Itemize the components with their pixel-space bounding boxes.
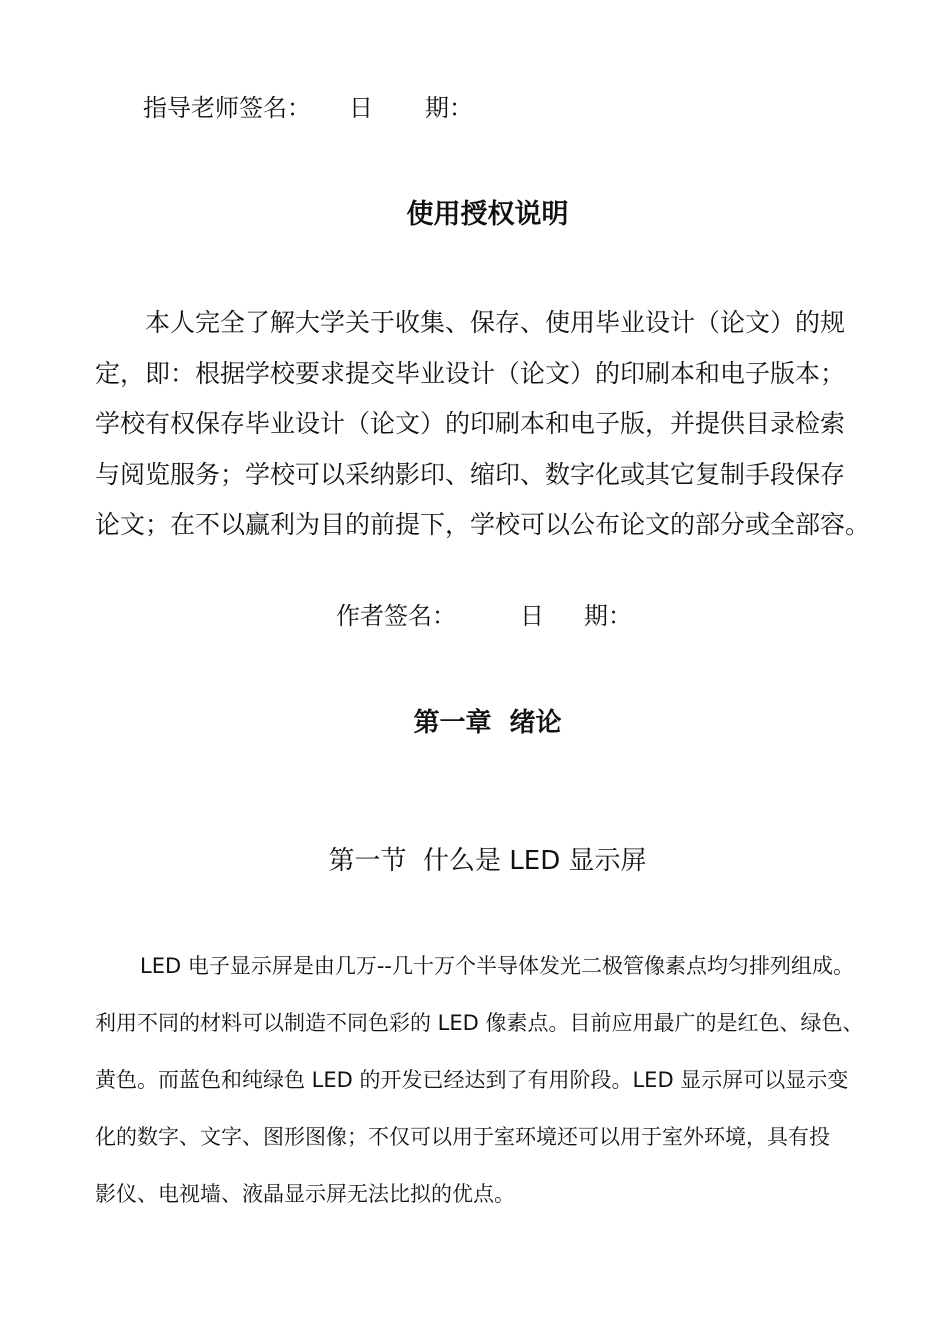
advisor-date-char-1: 日: [349, 94, 373, 122]
authorization-line: 与阅览服务；学校可以采纳影印、缩印、数字化或其它复制手段保存: [95, 459, 846, 489]
authorization-line: 本人完全了解大学关于收集、保存、使用毕业设计（论文）的规: [145, 308, 846, 337]
section-paragraph: [95, 938, 895, 1223]
chapter-title: 第一章 绪论: [413, 708, 562, 738]
authorization-title: 使用授权说明: [406, 199, 569, 230]
section-body-line: 利用不同的材料可以制造不同色彩的 LED 像素点。目前应用最广的是红色、绿色、: [95, 1011, 864, 1035]
advisor-signature-label: 指导老师签名：: [143, 94, 311, 122]
section-body-line: LED 电子显示屏是由几万--几十万个半导体发光二极管像素点均匀排列组成。: [140, 954, 854, 978]
advisor-date-char-2: 期：: [425, 94, 473, 122]
author-date-char-2: 期：: [584, 602, 632, 630]
author-signature-line: [336, 596, 632, 631]
advisor-signature-line: [143, 88, 473, 123]
authorization-line: 定，即：根据学校要求提交毕业设计（论文）的印刷本和电子版本；: [95, 358, 846, 388]
author-signature-label: 作者签名：: [336, 602, 456, 630]
section-title: 第一节 什么是 LED 显示屏: [328, 846, 647, 876]
authorization-line: 学校有权保存毕业设计（论文）的印刷本和电子版，并提供目录检索: [95, 409, 846, 438]
authorization-paragraph: [95, 298, 885, 551]
section-body-line: 黄色。而蓝色和纯绿色 LED 的开发已经达到了有用阶段。LED 显示屏可以显示变: [95, 1068, 849, 1092]
authorization-line: 论文；在不以赢利为目的前提下，学校可以公布论文的部分或全部容。: [95, 510, 871, 539]
section-body-line: 化的数字、文字、图形图像；不仅可以用于室环境还可以用于室外环境，具有投: [95, 1125, 830, 1149]
section-body-line: 影仪、电视墙、液晶显示屏无法比拟的优点。: [95, 1182, 515, 1206]
author-date-char-1: 日: [520, 602, 544, 630]
